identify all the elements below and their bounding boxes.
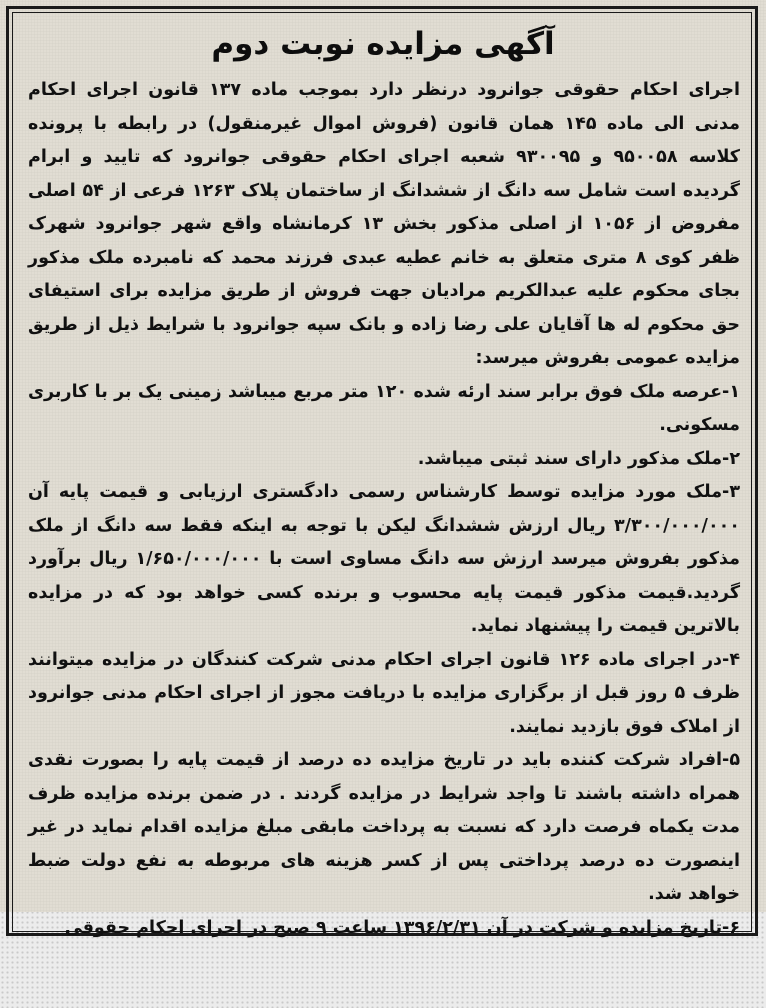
notice-item-6: ۶-تاریخ مزایده و شرکت در آن ۱۳۹۶/۲/۳۱ ساعت ۹ صبح در اجرای احکام حقوقی bbox=[64, 917, 740, 938]
notice-title: آگهی مزایده نوبت دوم bbox=[211, 26, 555, 62]
notice-intro: اجرای احکام حقوقی جوانرود درنظر دارد بموجب ماده ۱۳۷ قانون اجرای احکام مدنی الی ماده ۱۴۵ همان قانون (فروش اموال غیرمنقول) در رابطه با پرونده کلاسه ۹۵۰۰۵۸ و ۹۳۰۰۹۵ شعبه اجرای احکام حقوقی جوانرود که تایید و ابرام گردیده است شامل سه دانگ از ششدانگ از ساختمان پلاک ۱۲۶۳ فرعی از ۵۴ اصلی مفروض از ۱۰۵۶ از اصلی مذکور بخش ۱۳ کرمانشاه واقع شهر جوانرود شهرک ظفر کوی ۸ متری متعلق به خانم عطیه عبدی فرزند محمد که نامبرده ملک مذکور بجای محکوم علیه عبدالکریم مرادیان جهت فروش از طریق مزایده برای استیفای حق محکوم له ها آقایان علی رضا زاده و بانک سپه جوانرود با شرایط ذیل از طریق مزایده عمومی بفروش میرسد: bbox=[28, 80, 740, 368]
notice-item-1: ۱-عرصه ملک فوق برابر سند ارئه شده ۱۲۰ متر مربع میباشد زمینی یک بر با کاربری مسکونی. bbox=[28, 381, 740, 435]
notice-body bbox=[28, 74, 740, 945]
notice-item-4: ۴-در اجرای ماده ۱۲۶ قانون اجرای احکام مدنی شرکت کنندگان در مزایده میتوانند ظرف ۵ روز قبل از برگزاری مزایده با دریافت مجوز از اجرای احکام مدنی جوانرود از املاک فوق بازدید نمایند. bbox=[28, 649, 740, 737]
blank-background bbox=[0, 912, 766, 1008]
notice-item-5: ۵-افراد شرکت کننده باید در تاریخ مزایده ده درصد از قیمت پایه را بصورت نقدی همراه داشته باشند تا واجد شرایط در مزایده گردند . در ضمن برنده مزایده ظرف مدت یکماه فرصت دارد که نسبت به پرداخت مابقی مبلغ مزایده اقدام نماید در غیر اینصورت ده درصد پرداختی پس از کسر هزینه های مربوطه به نفع دولت ضبط خواهد شد. bbox=[28, 750, 740, 904]
notice-item-3: ۳-ملک مورد مزایده توسط کارشناس رسمی دادگستری ارزیابی و قیمت پایه آن ۳/۳۰۰/۰۰۰/۰۰۰ ریال ارزش ششدانگ لیکن با توجه به اینکه فقط سه دانگ از ملک مذکور بفروش میرسد ارزش سه دانگ مساوی است با ۱/۶۵۰/۰۰۰/۰۰۰ ریال برآورد گردید.قیمت مذکور قیمت پایه محسوب و برنده کسی خواهد بود که در مزایده بالاترین قیمت را پیشنهاد نماید. bbox=[28, 482, 740, 636]
notice-item-2: ۲-ملک مذکور دارای سند ثبتی میباشد. bbox=[417, 448, 740, 469]
